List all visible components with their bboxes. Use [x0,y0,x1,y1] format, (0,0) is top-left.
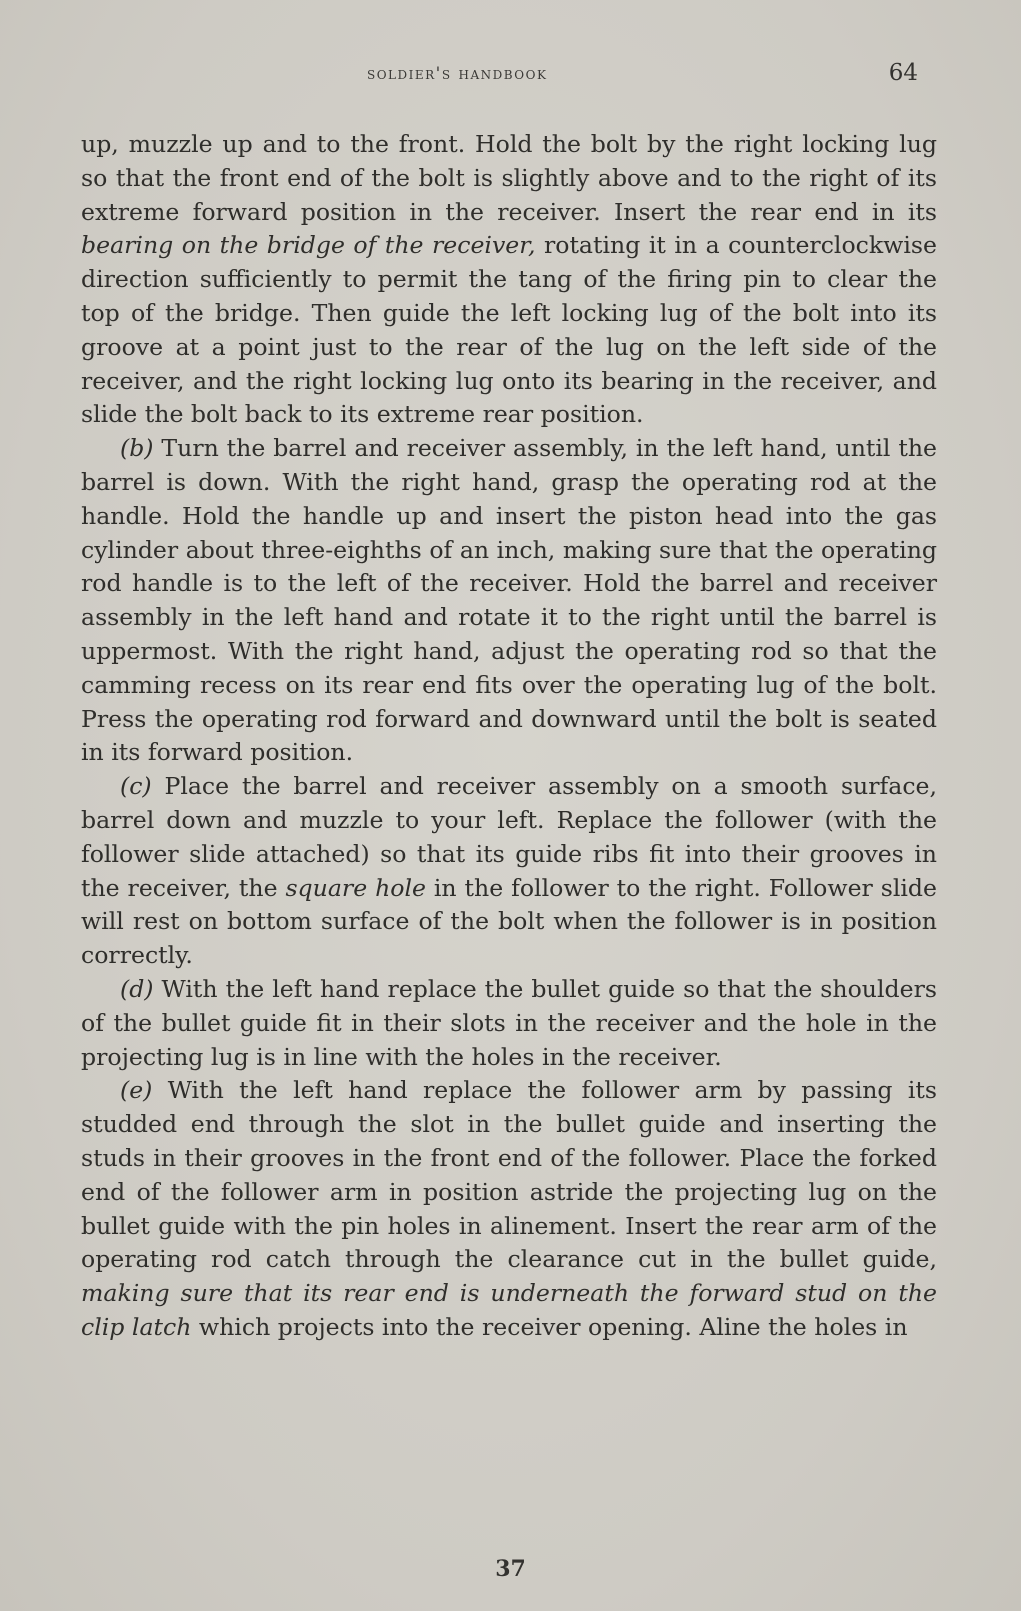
paragraph-label: (d) [120,974,154,1003]
paragraph-text: Place the barrel and receiver assembly on a smooth surface, barrel down and muzzle to your left. Replace the follower (with the follower slide attached) so that its guide ribs fit into their grooves in the receiver, the [81,772,937,902]
paragraph-label: (e) [120,1076,153,1105]
paragraph-text: rotating it in a counterclockwise direction sufficiently to permit the tang of the firing pin to clear the top of the bridge. Then guide the left locking lug of the bolt into its groove at a point just to the rear of the lug on the left side of the receiver, and the right locking lug onto its bearing in the receiver, and slide the bolt back to its extreme rear position. [81,231,937,429]
paragraph-label: (c) [120,772,152,801]
paragraph-continued [81,128,937,432]
paragraph-label: (b) [120,434,154,463]
paragraph-text: With the left hand replace the follower arm by passing its studded end through the slot in the bullet guide and inserting the studs in their grooves in the front end of the follower. Place the forked end of the follower arm in position astride the projecting lug on the bullet guide with the pin holes in alinement. Insert the rear arm of the operating rod catch through the clearance cut in the bullet guide, [81,1076,937,1274]
paragraph-text: up, muzzle up and to the front. Hold the bolt by the right locking lug so that the front end of the bolt is slightly above and to the right of its extreme forward position in the receiver. Insert the rear end in its [81,130,937,226]
emphasis-text: bearing on the bridge of the receiver, [81,231,536,260]
paragraph-text: With the left hand replace the bullet guide so that the shoulders of the bullet guide fit in their slots in the receiver and the hole in the projecting lug is in line with the holes in the receiver. [81,974,937,1071]
emphasis-text: square hole [285,873,426,902]
paragraph-text: Turn the barrel and receiver assembly, in the left hand, until the barrel is down. With the right hand, grasp the operating rod at the handle. Hold the handle up and insert the piston head into the gas cylinder about three-eighths of an inch, making sure that the operating rod handle is to the left of the receiver. Hold the barrel and receiver assembly in the left hand and rotate it to the right until the barrel is uppermost. With the right hand, adjust the operating rod so that the camming recess on its rear end fits over the operating lug of the bolt. Press the operating rod forward and downward until the bolt is seated in its forward position. [81,434,937,767]
page-number-bottom: 37 [495,1556,526,1582]
paragraph-text: in the follower to the right. Follower slide will rest on bottom surface of the bolt when the follower is in position correctly. [81,873,937,970]
running-head [82,60,940,90]
page-number-top: 64 [888,60,918,86]
paragraph-c [81,770,937,973]
paragraph-d [81,973,937,1074]
paragraph-text: which projects into the receiver opening. Aline the holes in [191,1312,908,1341]
paragraph-e [81,1074,937,1344]
emphasis-text: making sure that its rear end is underneath the forward stud on the clip latch [81,1279,937,1341]
paragraph-b [81,432,937,770]
running-title: soldier's handbook [367,64,548,84]
body-text [81,128,937,1345]
